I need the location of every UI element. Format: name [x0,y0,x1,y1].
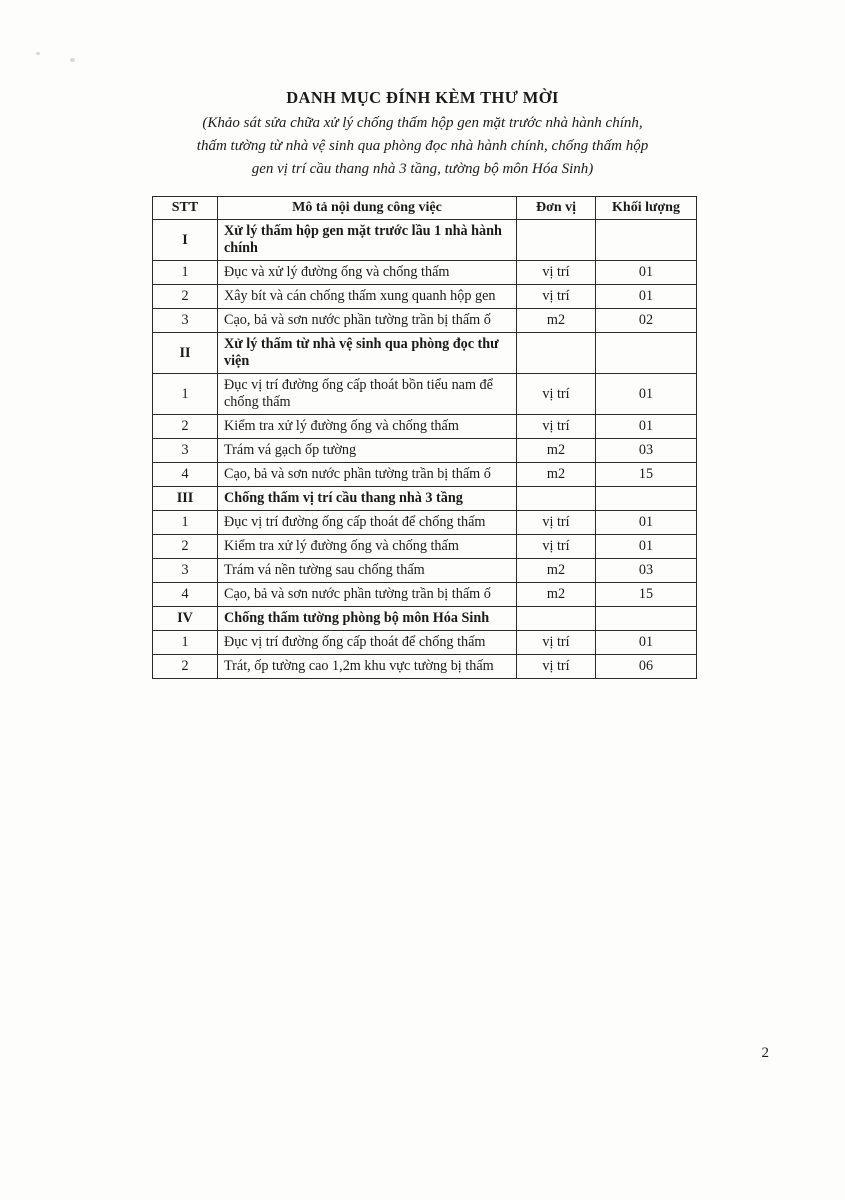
column-header-description: Mô tả nội dung công việc [218,197,517,220]
table-row [153,374,697,415]
cell-unit: vị trí [517,285,596,309]
table-row [153,463,697,487]
cell-unit [517,333,596,374]
cell-description: Chống thấm tường phòng bộ môn Hóa Sinh [218,607,517,631]
table-row [153,309,697,333]
cell-stt: 1 [153,261,218,285]
cell-description: Trám vá gạch ốp tường [218,439,517,463]
table-row [153,559,697,583]
table-row [153,439,697,463]
cell-quantity: 15 [596,463,697,487]
cell-stt: IV [153,607,218,631]
cell-description: Đục vị trí đường ống cấp thoát bồn tiểu nam để chống thấm [218,374,517,415]
cell-description: Xử lý thấm từ nhà vệ sinh qua phòng đọc thư viện [218,333,517,374]
column-header-unit: Đơn vị [517,197,596,220]
cell-quantity [596,607,697,631]
table-body [153,220,697,679]
table-row [153,535,697,559]
table-header-row [153,197,697,220]
cell-quantity [596,333,697,374]
cell-unit: vị trí [517,631,596,655]
cell-unit: m2 [517,559,596,583]
page-number: 2 [761,1045,769,1061]
cell-unit: m2 [517,439,596,463]
cell-description: Cạo, bả và sơn nước phần tường trần bị thấm ố [218,463,517,487]
table-row [153,415,697,439]
cell-quantity [596,220,697,261]
cell-stt: 3 [153,559,218,583]
cell-stt: II [153,333,218,374]
cell-quantity: 01 [596,415,697,439]
work-items-table [152,196,697,679]
cell-stt: 2 [153,285,218,309]
column-header-stt: STT [153,197,218,220]
page-title: DANH MỤC ĐÍNH KÈM THƯ MỜI [286,88,559,107]
cell-quantity: 02 [596,309,697,333]
table-row [153,583,697,607]
subtitle-line-1: (Khảo sát sửa chữa xử lý chống thấm hộp gen mặt trước nhà hành chính, [202,115,643,131]
cell-stt: 2 [153,655,218,679]
cell-quantity: 03 [596,559,697,583]
cell-stt: 1 [153,511,218,535]
cell-stt: 3 [153,439,218,463]
cell-quantity: 01 [596,535,697,559]
table-row [153,333,697,374]
table-row [153,607,697,631]
cell-quantity: 01 [596,631,697,655]
cell-quantity: 15 [596,583,697,607]
cell-unit: m2 [517,463,596,487]
cell-unit: m2 [517,309,596,333]
table-row [153,285,697,309]
cell-unit: vị trí [517,261,596,285]
cell-description: Kiểm tra xử lý đường ống và chống thấm [218,535,517,559]
subtitle-line-3: gen vị trí cầu thang nhà 3 tầng, tường bộ môn Hóa Sinh) [251,161,594,177]
cell-stt: 4 [153,583,218,607]
cell-unit: vị trí [517,655,596,679]
table-row [153,511,697,535]
cell-description: Cạo, bả và sơn nước phần tường trần bị thấm ố [218,583,517,607]
table-header [153,197,697,220]
column-header-quantity: Khối lượng [596,197,697,220]
cell-description: Kiểm tra xử lý đường ống và chống thấm [218,415,517,439]
cell-unit: m2 [517,583,596,607]
cell-description: Cạo, bả và sơn nước phần tường trần bị thấm ố [218,309,517,333]
scan-speck-icon [70,58,75,62]
cell-unit: vị trí [517,415,596,439]
cell-description: Đục vị trí đường ống cấp thoát để chống thấm [218,631,517,655]
cell-quantity: 06 [596,655,697,679]
cell-description: Đục và xử lý đường ống và chống thấm [218,261,517,285]
cell-description: Đục vị trí đường ống cấp thoát để chống thấm [218,511,517,535]
cell-quantity: 01 [596,285,697,309]
cell-unit: vị trí [517,511,596,535]
cell-quantity: 01 [596,511,697,535]
cell-quantity: 01 [596,261,697,285]
cell-quantity: 01 [596,374,697,415]
cell-stt: I [153,220,218,261]
cell-stt: 1 [153,631,218,655]
table-row [153,487,697,511]
cell-quantity: 03 [596,439,697,463]
cell-unit [517,607,596,631]
cell-unit: vị trí [517,374,596,415]
subtitle-line-2: thấm tường từ nhà vệ sinh qua phòng đọc nhà hành chính, chống thấm hộp [196,138,649,154]
cell-description: Trát, ốp tường cao 1,2m khu vực tường bị thấm [218,655,517,679]
cell-stt: 4 [153,463,218,487]
cell-unit [517,487,596,511]
cell-stt: 2 [153,535,218,559]
cell-stt: III [153,487,218,511]
cell-description: Trám vá nền tường sau chống thấm [218,559,517,583]
document-subtitle [150,112,695,181]
cell-quantity [596,487,697,511]
cell-description: Chống thấm vị trí cầu thang nhà 3 tầng [218,487,517,511]
cell-stt: 3 [153,309,218,333]
table-row [153,631,697,655]
cell-stt: 2 [153,415,218,439]
scan-speck-icon [36,52,40,55]
cell-unit [517,220,596,261]
cell-description: Xây bít và cán chống thấm xung quanh hộp gen [218,285,517,309]
cell-description: Xử lý thấm hộp gen mặt trước lầu 1 nhà hành chính [218,220,517,261]
cell-unit: vị trí [517,535,596,559]
cell-stt: 1 [153,374,218,415]
table-row [153,261,697,285]
table-row [153,220,697,261]
table-row [153,655,697,679]
